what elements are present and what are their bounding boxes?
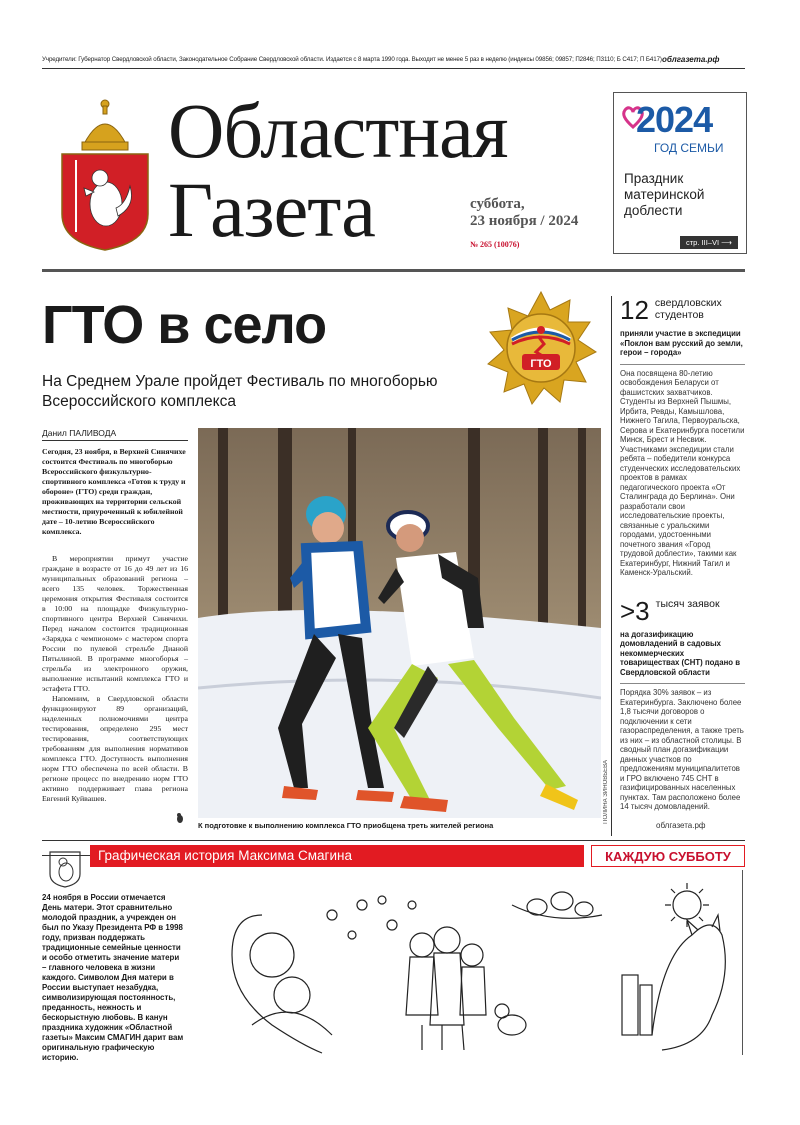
stat-number: 12 [620,295,649,325]
site-link[interactable]: облгазета.рф [656,821,706,830]
stat-bold: на догазификацию домовладений в садовых некоммерческих товариществах (СНТ) подано в Свердловской области [620,629,741,677]
main-headline: ГТО в село [42,295,327,355]
promo-link-label: стр. III–VI [686,238,720,247]
promo-subtitle: ГОД СЕМЬИ [654,141,724,155]
coat-of-arms-icon [56,96,154,252]
date-full: 23 ноября / 2024 [470,213,579,229]
arrow-right-icon: ⟶ [721,238,732,247]
comic-illustration [192,875,745,1055]
founders-line: Учредители: Губернатор Свердловской области, Законодательное Собрание Свердловской области. Издается с 8 марта 1990 года. Выходит не менее 5 раз в неделю (индексы 09856; 09857; П2846; П3110; Б С417; П Б417) [42,56,662,63]
promo-page-link[interactable] [680,236,738,249]
strip-title: Графическая история Максима Смагина [90,845,584,867]
year-of-family-promo[interactable] [613,92,747,254]
sidebar [620,297,745,812]
stat-text: Она посвящена 80-летию освобождения Беларуси от фашистских захватчиков. Студенты из Верхней Пышмы, Ирбита, Ревды, Камышлова, Нижнего Тагила, Первоуральска, Серова и Екатеринбурга посетили Минск, Брест и Несвиж. Участниками экспедиции стали ребята – победители конкурса студенческих исследовательских проектов в рамках педагогического проекта «От Сталинграда до Берлина». Они разработали свои исследовательские проекты, связанные с уральскими городами, удостоенными почетного звания «Город трудовой доблести», такими как Екатеринбург, Нижний Тагил и Каменск-Уральский. [620,368,745,577]
runners-photo [198,428,601,818]
strip-every-saturday: КАЖДУЮ СУББОТУ [591,845,745,867]
promo-text-line: Праздник [624,171,684,186]
site-link[interactable]: облгазета.рф [662,55,720,64]
stat-text: Порядка 30% заявок – из Екатеринбурга. Заключено более 1,8 тысячи договоров о подключении к сети газораспределения, а также треть из них – из областной столицы. В сводный план догазификации данных участков по предложениям муниципалитетов и ГРО включено 745 СНТ в газифицированных населенных пунктах. Там расположено более 14 тысяч домовладений. [620,688,744,811]
article-lead: Сегодня, 23 ноября, в Верхней Синячихе состоится Фестиваль по многоборью Всероссийского физкультурно-спортивного комплекса «Готов к труду и обороне» (ГТО) среди граждан, проживающих на территории сельской местности, приуроченный к юбилейной дате – 10-летию Всероссийского комплекса. [42,447,186,536]
stat-label: свердловских студентов [654,297,722,321]
promo-text-line: материнской [624,187,705,202]
photo-caption: К подготовке к выполнению комплекса ГТО приобщена треть жителей региона [198,821,494,830]
sable-logo-icon [175,812,185,824]
main-subheadline: На Среднем Урале пройдет Фестиваль по многоборью Всероссийского комплекса [42,373,438,410]
issue-number: № 265 (10076) [470,240,520,249]
promo-text-line: доблести [624,203,683,218]
gto-badge-label: ГТО [530,358,552,370]
photo-credit: ПОЛИНА ЗИНОВЬЕВА [603,760,609,824]
stat-number: >3 [620,595,650,626]
issue-date [470,196,578,230]
article-paragraph: Напомним, в Свердловской области функционируют 89 организаций, наделенных полномочиями центра тестирования, определено 295 мест тестирования, соответствующих требованиям для выполнения нормативов комплекса ГТО. Доступность выполнения норм ГТО обеспечена по всей области. В регионе процесс по внедрению норм ГТО активно поддерживает глава региона Евгений Куйвашев. [42,694,188,803]
promo-text [624,171,704,219]
masthead-line1: Областная [168,87,508,174]
stat-label: тысяч заявок [655,597,720,610]
article-paragraph: В мероприятии примут участие граждане в возрасте от 16 до 49 лет из 16 муниципальных образований региона – всего 135 человек. Торжественная церемония открытия Фестиваля состоится в 10:00 на площадке Физкультурно-спортивного центра Верхней Синячихи. Перед началом состоится традиционная «Зарядка с чемпионом» с мастером спорта России по пулевой стрельбе Дианой Пятылиной. В программе многоборья – стрельба из электронного оружия, выполнение испытаний комплекса ГТО и эстафета ГТО. [42,554,188,693]
strip-text: 24 ноября в России отмечается День матери. Этот сравнительно молодой праздник, а учрежден он был по Указу Президента РФ в 1998 году, призван поддержать традиционные семейные ценности и особо отметить значение матери – главного человека в жизни каждого. Символом Дня матери в России выступает незабудка, символизирующая постоянность, преданность, нежность и бескорыстную любовь. В канун праздника художник «Областной газеты» Максим СМАГИН дарит вам оригинальную графическую историю. [42,893,184,1062]
article-body [42,554,188,804]
masthead-line2: Газета [168,166,375,253]
stat-bold: приняли участие в экспедиции «Поклон вам русский до земли, герои – города» [620,329,743,357]
promo-year: 2024 [636,99,713,140]
date-day: суббота, [470,196,525,212]
gto-badge-icon [482,290,600,408]
article-author: Данил ПАЛИВОДА [42,428,188,441]
